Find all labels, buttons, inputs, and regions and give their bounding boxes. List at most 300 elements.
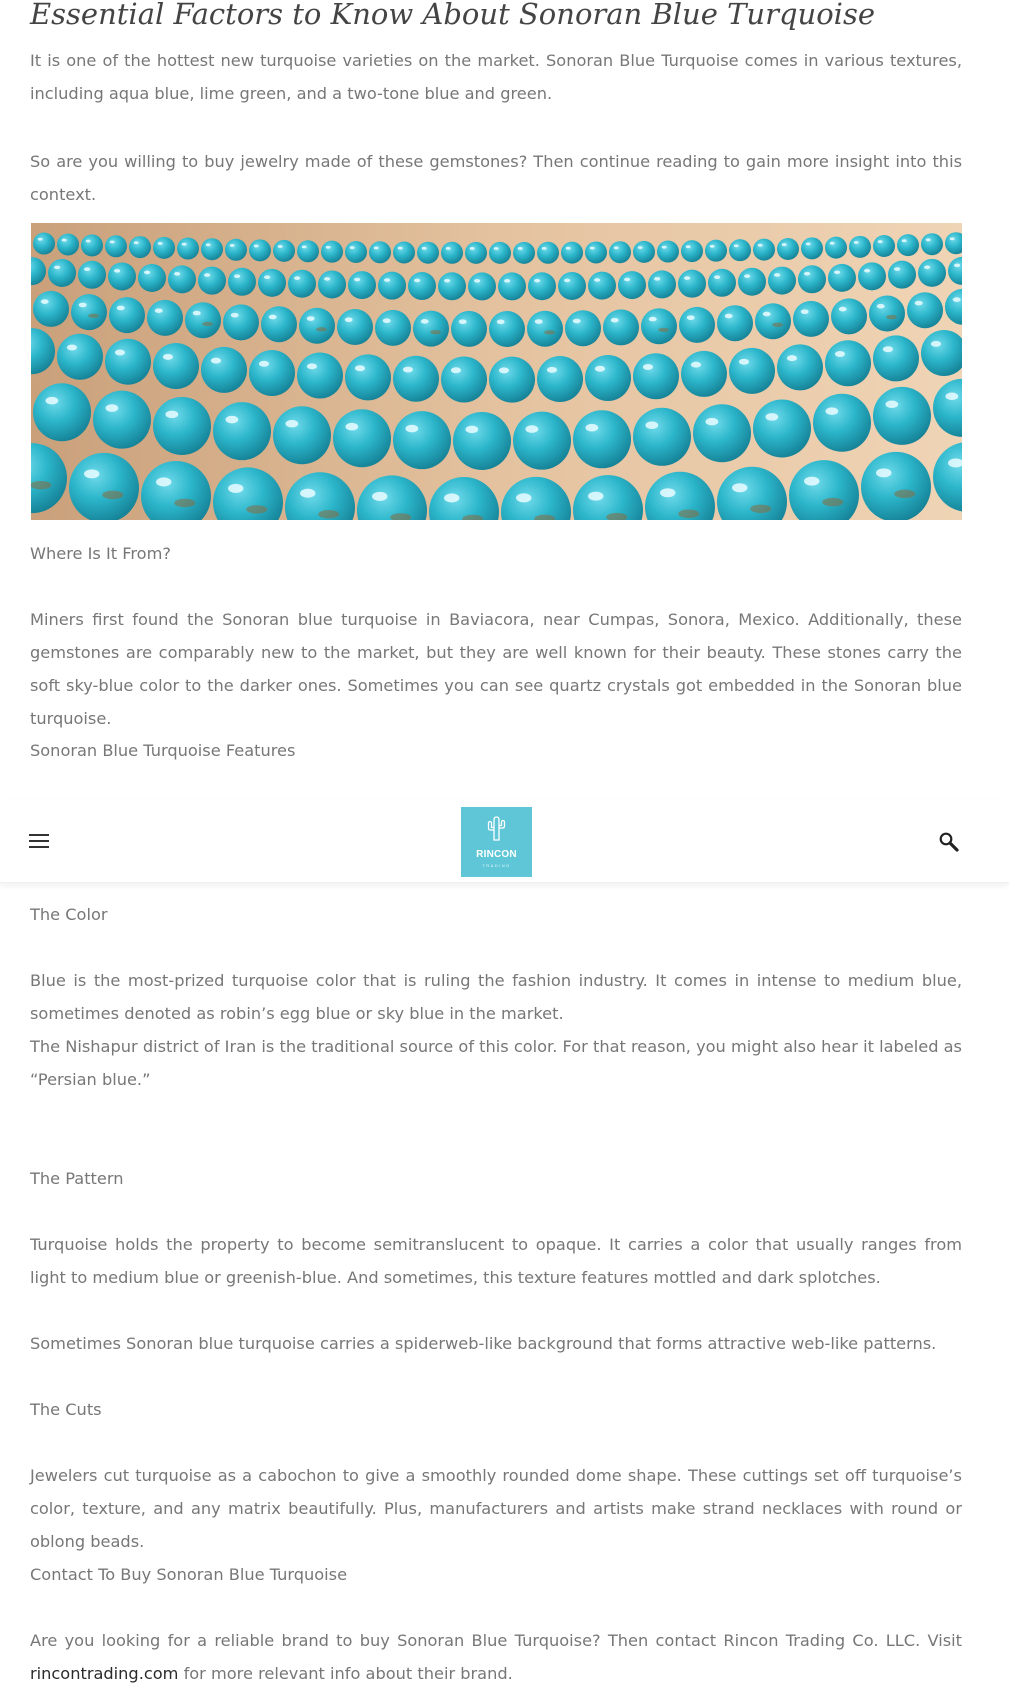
- bead-highlight: [564, 279, 570, 283]
- turquoise-bead: [729, 348, 775, 394]
- turquoise-bead: [228, 268, 256, 296]
- turquoise-bead: [573, 410, 631, 468]
- bead-highlight: [324, 277, 330, 281]
- turquoise-bead: [378, 272, 406, 300]
- turquoise-bead: [588, 272, 616, 300]
- bead-highlight: [518, 247, 523, 250]
- turquoise-bead: [537, 242, 559, 264]
- turquoise-bead: [153, 237, 175, 259]
- bead-highlight: [422, 247, 427, 250]
- turquoise-bead: [78, 261, 106, 289]
- turquoise-bead: [793, 301, 829, 337]
- bead-matrix-spot: [894, 490, 915, 498]
- turquoise-bead: [678, 270, 706, 298]
- bead-highlight: [403, 367, 413, 373]
- turquoise-bead: [413, 311, 449, 347]
- bead-highlight: [114, 269, 120, 273]
- turquoise-bead: [348, 271, 376, 299]
- bead-highlight: [446, 247, 451, 250]
- turquoise-bead: [609, 241, 631, 263]
- bead-matrix-spot: [750, 505, 771, 513]
- bead-highlight: [662, 246, 667, 249]
- bead-highlight: [354, 278, 360, 282]
- bead-highlight: [894, 267, 900, 271]
- bead-highlight: [414, 279, 420, 283]
- turquoise-bead: [888, 261, 916, 289]
- turquoise-bead: [69, 453, 139, 520]
- bead-matrix-spot: [88, 314, 99, 318]
- bead-highlight: [806, 242, 811, 245]
- bead-highlight: [231, 313, 239, 318]
- turquoise-bead: [321, 241, 343, 263]
- rincon-trading-logo[interactable]: [461, 807, 532, 877]
- bead-highlight: [834, 270, 840, 274]
- turquoise-bead: [825, 340, 871, 386]
- logo-text: RINCON: [476, 849, 517, 860]
- sticky-header-bar: [0, 800, 1009, 883]
- heading-features: Sonoran Blue Turquoise Features: [30, 741, 296, 760]
- bead-highlight: [465, 426, 478, 434]
- bead-highlight: [825, 407, 838, 415]
- bead-highlight: [41, 299, 49, 304]
- bead-highlight: [660, 488, 675, 497]
- turquoise-bead: [513, 412, 571, 470]
- bead-highlight: [155, 308, 163, 313]
- bead-highlight: [264, 275, 270, 279]
- turquoise-bead: [375, 310, 411, 346]
- intro-paragraph-1: It is one of the hottest new turquoise varieties on the market. Sonoran Blue Turquoise comes in various textures, including aqua blue, lime green, and a two-tone blue and green.: [30, 51, 962, 103]
- turquoise-bead: [198, 267, 226, 295]
- turquoise-bead: [337, 309, 373, 345]
- turquoise-bead: [393, 356, 439, 402]
- turquoise-bead: [93, 391, 151, 449]
- bead-highlight: [384, 278, 390, 282]
- bead-highlight: [588, 492, 603, 501]
- bead-highlight: [165, 411, 178, 419]
- where-paragraph: Miners first found the Sonoran blue turquoise in Baviacora, near Cumpas, Sonora, Mexico. Additionally, these gemstones are comparably new to the market, but they are well known for their beauty. These stones carry the soft sky-blue color to the darker ones. Sometimes you can see quartz crystals got embedded in the Sonoran blue turquoise.: [30, 610, 962, 728]
- turquoise-bead: [648, 270, 676, 298]
- bead-highlight: [573, 319, 581, 324]
- bead-highlight: [451, 367, 461, 373]
- turquoise-bead: [873, 335, 919, 381]
- bead-highlight: [421, 319, 429, 324]
- bead-highlight: [878, 240, 883, 243]
- turquoise-bead: [105, 339, 151, 385]
- bead-highlight: [732, 483, 747, 492]
- bead-highlight: [204, 273, 210, 277]
- bead-highlight: [259, 361, 269, 367]
- turquoise-bead: [585, 355, 631, 401]
- bead-highlight: [79, 303, 87, 308]
- bead-highlight: [915, 301, 923, 306]
- bead-highlight: [787, 355, 797, 361]
- bead-highlight: [686, 245, 691, 248]
- turquoise-bead: [333, 409, 391, 467]
- turquoise-bead: [717, 305, 753, 341]
- turquoise-bead: [417, 242, 439, 264]
- bead-highlight: [398, 247, 403, 250]
- turquoise-bead: [828, 264, 856, 292]
- bead-highlight: [355, 365, 365, 371]
- bead-highlight: [156, 477, 171, 486]
- heading-the-pattern: The Pattern: [30, 1169, 124, 1188]
- heading-contact: Contact To Buy Sonoran Blue Turquoise: [30, 1565, 348, 1584]
- turquoise-bead: [753, 239, 775, 261]
- turquoise-bead: [633, 408, 691, 466]
- turquoise-bead: [708, 269, 736, 297]
- bead-highlight: [504, 279, 510, 283]
- cactus-icon: [461, 807, 532, 849]
- turquoise-beads-image: [31, 223, 962, 520]
- bead-highlight: [230, 244, 235, 247]
- turquoise-bead: [657, 241, 679, 263]
- turquoise-bead: [813, 394, 871, 452]
- bead-highlight: [687, 315, 695, 320]
- bead-highlight: [117, 306, 125, 311]
- article-title: Essential Factors to Know About Sonoran Blue Turquoise: [30, 0, 875, 31]
- turquoise-bead: [213, 402, 271, 460]
- turquoise-bead: [108, 262, 136, 290]
- turquoise-bead: [498, 272, 526, 300]
- bead-highlight: [497, 319, 505, 324]
- turquoise-bead: [738, 268, 766, 296]
- turquoise-bead: [861, 452, 931, 520]
- bead-matrix-spot: [316, 327, 327, 331]
- bead-highlight: [144, 271, 150, 275]
- bead-highlight: [294, 276, 300, 280]
- bead-highlight: [725, 314, 733, 319]
- bead-highlight: [211, 358, 221, 364]
- bead-highlight: [516, 493, 531, 502]
- bead-highlight: [830, 242, 835, 245]
- bead-highlight: [950, 237, 955, 240]
- bead-highlight: [225, 416, 238, 424]
- turquoise-bead: [489, 357, 535, 403]
- bead-highlight: [649, 317, 657, 322]
- heading-the-color: The Color: [30, 905, 108, 924]
- turquoise-bead: [441, 356, 487, 402]
- bead-highlight: [350, 246, 355, 249]
- turquoise-bead: [273, 240, 295, 262]
- turquoise-bead: [921, 233, 943, 255]
- turquoise-bead: [299, 308, 335, 344]
- turquoise-bead: [618, 271, 646, 299]
- turquoise-bead: [681, 240, 703, 262]
- turquoise-bead: [537, 356, 583, 402]
- bead-highlight: [854, 241, 859, 244]
- turquoise-bead: [393, 411, 451, 469]
- turquoise-bead: [288, 270, 316, 298]
- turquoise-bead: [451, 311, 487, 347]
- turquoise-bead: [369, 241, 391, 263]
- bead-highlight: [774, 273, 780, 277]
- turquoise-bead: [561, 242, 583, 264]
- turquoise-bead: [565, 310, 601, 346]
- bead-highlight: [86, 240, 91, 243]
- turquoise-bead: [129, 236, 151, 258]
- bead-matrix-spot: [430, 330, 441, 334]
- turquoise-bead: [48, 259, 76, 287]
- bead-highlight: [758, 244, 763, 247]
- bead-highlight: [945, 392, 958, 400]
- bead-highlight: [877, 304, 885, 309]
- turquoise-bead: [513, 242, 535, 264]
- bead-highlight: [804, 477, 819, 486]
- bead-highlight: [444, 493, 459, 502]
- bead-highlight: [494, 247, 499, 250]
- turquoise-bead: [603, 309, 639, 345]
- turquoise-bead: [755, 303, 791, 339]
- bead-highlight: [864, 269, 870, 273]
- bead-highlight: [459, 319, 467, 324]
- bead-highlight: [744, 274, 750, 278]
- turquoise-bead: [858, 262, 886, 290]
- bead-highlight: [739, 359, 749, 365]
- bead-matrix-spot: [202, 322, 213, 326]
- bead-highlight: [110, 240, 115, 243]
- bead-highlight: [307, 316, 315, 321]
- turquoise-bead: [223, 304, 259, 340]
- bead-highlight: [234, 274, 240, 278]
- turquoise-bead: [798, 265, 826, 293]
- logo-subtext: TRADING: [482, 863, 511, 868]
- turquoise-bead: [489, 311, 525, 347]
- turquoise-bead: [109, 297, 145, 333]
- bead-highlight: [535, 319, 543, 324]
- bead-matrix-spot: [822, 498, 843, 506]
- turquoise-bead: [168, 265, 196, 293]
- turquoise-bead: [777, 344, 823, 390]
- heading-where-from: Where Is It From?: [30, 544, 171, 563]
- turquoise-bead: [873, 387, 931, 445]
- heading-the-cuts: The Cuts: [30, 1400, 102, 1419]
- turquoise-bead: [105, 235, 127, 257]
- bead-highlight: [614, 246, 619, 249]
- turquoise-bead: [633, 353, 679, 399]
- bead-highlight: [45, 397, 58, 405]
- pattern-paragraph-2: Sometimes Sonoran blue turquoise carries a spiderweb-like background that forms attractive web-like patterns.: [30, 1334, 937, 1353]
- turquoise-bead: [641, 308, 677, 344]
- bead-highlight: [542, 247, 547, 250]
- bead-highlight: [566, 247, 571, 250]
- turquoise-bead: [801, 237, 823, 259]
- menu-button[interactable]: [26, 830, 52, 852]
- bead-highlight: [278, 245, 283, 248]
- bead-highlight: [734, 244, 739, 247]
- bead-highlight: [62, 239, 67, 242]
- turquoise-bead: [71, 294, 107, 330]
- bead-highlight: [158, 242, 163, 245]
- bead-highlight: [953, 297, 961, 302]
- bead-highlight: [643, 364, 653, 370]
- turquoise-bead: [185, 302, 221, 338]
- turquoise-bead: [249, 239, 271, 261]
- bead-highlight: [374, 246, 379, 249]
- turquoise-bead: [57, 334, 103, 380]
- turquoise-bead: [869, 295, 905, 331]
- bead-highlight: [134, 241, 139, 244]
- turquoise-bead: [33, 383, 91, 441]
- turquoise-bead: [273, 406, 331, 464]
- bead-highlight: [883, 346, 893, 352]
- turquoise-bead: [527, 311, 563, 347]
- turquoise-bead: [438, 272, 466, 300]
- bead-highlight: [54, 266, 60, 270]
- bead-highlight: [710, 245, 715, 248]
- bead-highlight: [835, 351, 845, 357]
- turquoise-bead: [768, 267, 796, 295]
- bead-highlight: [326, 246, 331, 249]
- contact-paragraph: [30, 1624, 962, 1690]
- bead-highlight: [595, 366, 605, 372]
- turquoise-bead: [489, 242, 511, 264]
- bead-matrix-spot: [886, 315, 897, 319]
- bead-highlight: [345, 317, 353, 322]
- bead-highlight: [885, 400, 898, 408]
- bead-highlight: [163, 354, 173, 360]
- rincontrading-link[interactable]: rincontrading.com: [30, 1664, 179, 1683]
- turquoise-bead: [558, 272, 586, 300]
- turquoise-bead: [249, 350, 295, 396]
- bead-highlight: [902, 239, 907, 242]
- bead-highlight: [345, 423, 358, 431]
- bead-highlight: [372, 492, 387, 501]
- bead-highlight: [174, 272, 180, 276]
- turquoise-bead: [849, 236, 871, 258]
- turquoise-bead: [225, 239, 247, 261]
- search-button[interactable]: [937, 830, 961, 854]
- turquoise-bead: [408, 272, 436, 300]
- turquoise-bead: [465, 242, 487, 264]
- bead-highlight: [954, 264, 960, 268]
- color-paragraph-2: The Nishapur district of Iran is the traditional source of this color. For that reason, you might also hear it labeled as “Persian blue.”: [30, 1037, 962, 1089]
- bead-highlight: [804, 272, 810, 276]
- bead-highlight: [206, 243, 211, 246]
- contact-text-after: for more relevant info about their brand.: [178, 1664, 513, 1683]
- bead-highlight: [763, 312, 771, 317]
- turquoise-bead: [201, 238, 223, 260]
- bead-highlight: [269, 315, 277, 320]
- bead-highlight: [228, 484, 243, 493]
- turquoise-bead: [81, 234, 103, 256]
- bead-highlight: [585, 424, 598, 432]
- search-icon: [937, 830, 961, 854]
- turquoise-bead: [897, 234, 919, 256]
- turquoise-bead: [33, 233, 55, 255]
- bead-highlight: [691, 362, 701, 368]
- bead-highlight: [611, 318, 619, 323]
- turquoise-bead: [831, 298, 867, 334]
- bead-highlight: [470, 247, 475, 250]
- turquoise-bead: [318, 270, 346, 298]
- turquoise-bead: [873, 235, 895, 257]
- turquoise-bead: [153, 397, 211, 455]
- bead-matrix-spot: [658, 328, 669, 332]
- bead-highlight: [499, 367, 509, 373]
- color-paragraph-1: Blue is the most-prized turquoise color that is ruling the fashion industry. It comes in intense to medium blue, sometimes denoted as robin’s egg blue or sky blue in the market.: [30, 971, 962, 1023]
- turquoise-bead: [201, 347, 247, 393]
- intro-paragraph-2: So are you willing to buy jewelry made of these gemstones? Then continue reading to gain more insight into this context.: [30, 152, 962, 204]
- bead-highlight: [285, 420, 298, 428]
- turquoise-bead: [441, 242, 463, 264]
- turquoise-bead: [918, 259, 946, 287]
- turquoise-bead: [393, 242, 415, 264]
- bead-highlight: [714, 275, 720, 279]
- turquoise-bead: [705, 240, 727, 262]
- turquoise-bead: [297, 240, 319, 262]
- bead-matrix-spot: [246, 505, 267, 513]
- cuts-paragraph: Jewelers cut turquoise as a cabochon to give a smoothly rounded dome shape. These cuttings set off turquoise’s color, texture, and any matrix beautifully. Plus, manufacturers and artists make strand necklaces with round or oblong beads.: [30, 1466, 962, 1551]
- bead-highlight: [254, 245, 259, 248]
- bead-highlight: [590, 247, 595, 250]
- turquoise-bead: [57, 234, 79, 256]
- bead-matrix-spot: [31, 481, 51, 489]
- turquoise-bead: [679, 307, 715, 343]
- turquoise-bead: [297, 353, 343, 399]
- turquoise-bead: [33, 291, 69, 327]
- turquoise-bead: [753, 400, 811, 458]
- turquoise-bead: [453, 412, 511, 470]
- turquoise-bead: [729, 239, 751, 261]
- turquoise-bead: [907, 292, 943, 328]
- turquoise-bead: [777, 238, 799, 260]
- bead-highlight: [38, 238, 43, 241]
- bead-highlight: [782, 243, 787, 246]
- turquoise-bead: [261, 306, 297, 342]
- turquoise-bead: [153, 343, 199, 389]
- turquoise-bead: [528, 272, 556, 300]
- turquoise-bead: [633, 241, 655, 263]
- bead-highlight: [801, 309, 809, 314]
- bead-highlight: [84, 267, 90, 271]
- bead-highlight: [624, 278, 630, 282]
- bead-matrix-spot: [678, 510, 699, 518]
- bead-highlight: [115, 349, 125, 355]
- turquoise-bead: [258, 269, 286, 297]
- bead-highlight: [444, 279, 450, 283]
- bead-highlight: [638, 246, 643, 249]
- bead-highlight: [105, 404, 118, 412]
- bead-highlight: [926, 238, 931, 241]
- turquoise-bead: [825, 237, 847, 259]
- bead-highlight: [931, 341, 941, 347]
- turquoise-bead: [468, 272, 496, 300]
- hamburger-menu-icon: [26, 830, 52, 852]
- bead-highlight: [924, 265, 930, 269]
- bead-highlight: [645, 421, 658, 429]
- bead-highlight: [684, 276, 690, 280]
- turquoise-bead: [681, 351, 727, 397]
- bead-highlight: [654, 277, 660, 281]
- bead-highlight: [405, 425, 418, 433]
- bead-highlight: [383, 318, 391, 323]
- bead-highlight: [307, 363, 317, 369]
- turquoise-bead: [693, 404, 751, 462]
- turquoise-bead: [147, 300, 183, 336]
- bead-highlight: [300, 489, 315, 498]
- bead-highlight: [765, 413, 778, 421]
- bead-matrix-spot: [102, 491, 123, 499]
- bead-highlight: [839, 307, 847, 312]
- bead-highlight: [182, 243, 187, 246]
- bead-highlight: [67, 345, 77, 351]
- turquoise-bead: [345, 354, 391, 400]
- bead-highlight: [302, 245, 307, 248]
- bead-highlight: [705, 418, 718, 426]
- bead-highlight: [84, 469, 99, 478]
- bead-highlight: [474, 279, 480, 283]
- bead-highlight: [547, 367, 557, 373]
